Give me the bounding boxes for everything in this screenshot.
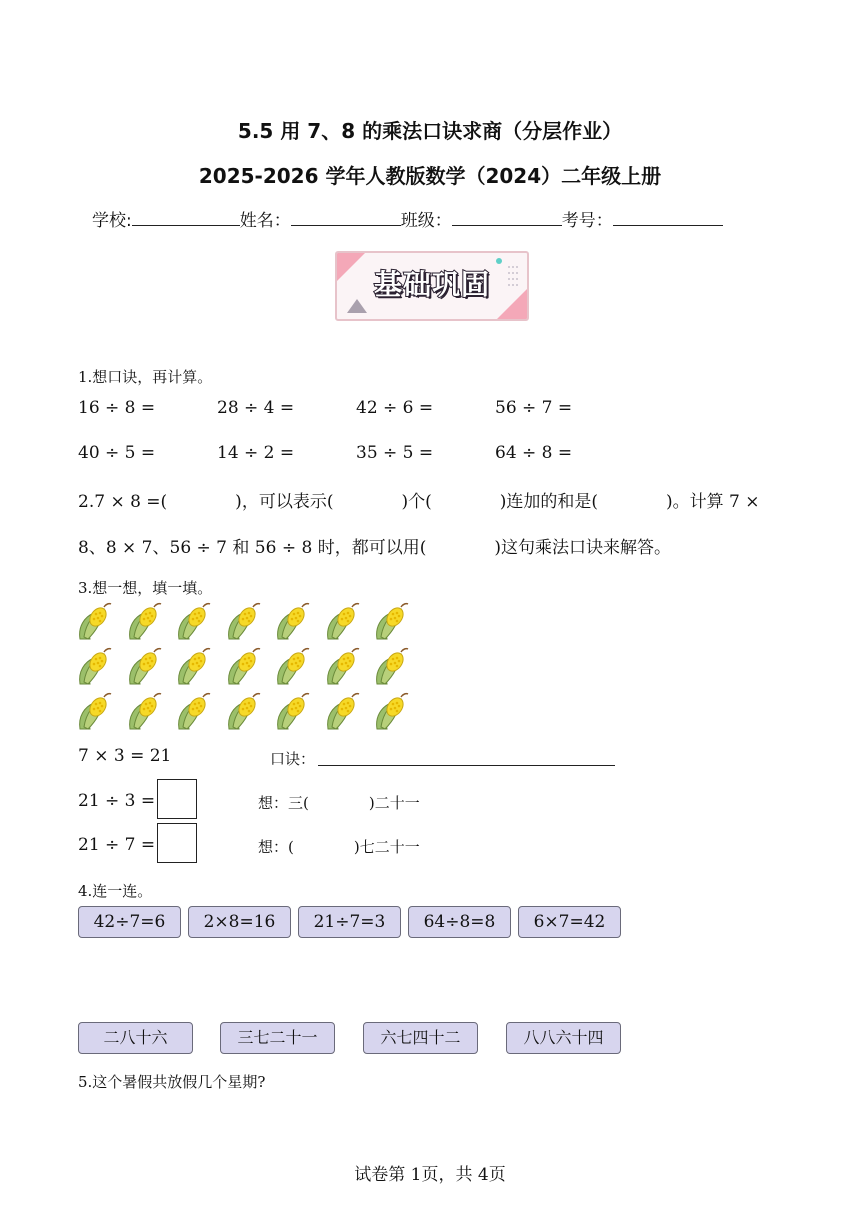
school-label: 学校: <box>92 211 132 231</box>
corn-icon <box>324 646 360 686</box>
banner-title: 基础巩固 <box>373 268 490 301</box>
q3-eq3: 21 ÷ 7 = <box>78 835 156 855</box>
corn-icon <box>175 691 211 731</box>
corn-icon <box>324 691 360 731</box>
corn-icon <box>175 601 211 641</box>
page-footer: 试卷第 1页，共 4页 <box>354 1165 506 1185</box>
q1-r1-c3: 42 ÷ 6 = <box>356 398 434 418</box>
corn-icon <box>126 601 162 641</box>
q2-line2: 8、8 × 7、56 ÷ 7 和 56 ÷ 8 时，都可以用( )这句乘法口诀来解答。 <box>78 538 671 558</box>
corn-icon <box>225 646 261 686</box>
class-blank <box>452 207 562 226</box>
name-blank <box>291 207 401 226</box>
rhyme-card-2[interactable]: 三七二十一 <box>220 1022 335 1054</box>
corn-icon <box>373 646 409 686</box>
rhyme-card-3[interactable]: 六七四十二 <box>363 1022 478 1054</box>
q3-koujue-label: 口诀： <box>270 750 316 768</box>
equation-card-3[interactable]: 21÷7=3 <box>298 906 401 938</box>
class-label: 班级： <box>400 211 452 231</box>
q1-r1-c2: 28 ÷ 4 = <box>217 398 295 418</box>
corn-icon <box>274 601 310 641</box>
rhyme-card-4[interactable]: 八八六十四 <box>506 1022 621 1054</box>
q3-think2: 想：三( )二十一 <box>258 794 420 812</box>
corn-icon <box>373 601 409 641</box>
corn-icon <box>373 691 409 731</box>
q3-think3: 想：( )七二十一 <box>258 838 420 856</box>
corn-icon <box>225 691 261 731</box>
q1-r2-c3: 35 ÷ 5 = <box>356 443 434 463</box>
corn-icon <box>225 601 261 641</box>
school-blank <box>132 207 240 226</box>
corn-icon <box>76 646 112 686</box>
rhyme-card-1[interactable]: 二八十六 <box>78 1022 193 1054</box>
corn-icon <box>274 691 310 731</box>
equation-card-5[interactable]: 6×7=42 <box>518 906 621 938</box>
q3-eq2: 21 ÷ 3 = <box>78 791 156 811</box>
name-label: 姓名： <box>239 211 291 231</box>
exam-no-blank <box>613 207 723 226</box>
corn-icon <box>76 601 112 641</box>
corn-icon <box>76 691 112 731</box>
equation-card-1[interactable]: 42÷7=6 <box>78 906 181 938</box>
corn-icon <box>274 646 310 686</box>
q1-prompt: 1.想口诀，再计算。 <box>78 368 213 386</box>
q2-line1: 2.7 × 8 =( )，可以表示( )个( )连加的和是( )。计算 7 × <box>78 492 760 512</box>
q4-prompt: 4.连一连。 <box>78 882 153 900</box>
corn-icon <box>126 646 162 686</box>
corn-icon <box>324 601 360 641</box>
answer-box-1[interactable] <box>157 779 197 819</box>
student-info-line <box>92 206 723 231</box>
q3-prompt: 3.想一想，填一填。 <box>78 579 213 597</box>
equation-card-2[interactable]: 2×8=16 <box>188 906 291 938</box>
q1-r1-c4: 56 ÷ 7 = <box>495 398 573 418</box>
corn-icon <box>175 646 211 686</box>
q5-prompt: 5.这个暑假共放假几个星期? <box>78 1073 266 1091</box>
section-banner <box>335 251 529 321</box>
q1-r2-c1: 40 ÷ 5 = <box>78 443 156 463</box>
corn-icon <box>126 691 162 731</box>
page-title: 5.5 用 7、8 的乘法口诀求商（分层作业） <box>237 119 623 143</box>
exam-no-label: 考号： <box>561 211 613 231</box>
answer-box-2[interactable] <box>157 823 197 863</box>
q1-r1-c1: 16 ÷ 8 = <box>78 398 156 418</box>
page-subtitle: 2025-2026 学年人教版数学（2024）二年级上册 <box>198 164 662 188</box>
q3-eq1: 7 × 3 = 21 <box>78 746 172 766</box>
q1-r2-c4: 64 ÷ 8 = <box>495 443 573 463</box>
equation-card-4[interactable]: 64÷8=8 <box>408 906 511 938</box>
q1-r2-c2: 14 ÷ 2 = <box>217 443 295 463</box>
koujue-answer-line[interactable] <box>318 765 615 766</box>
